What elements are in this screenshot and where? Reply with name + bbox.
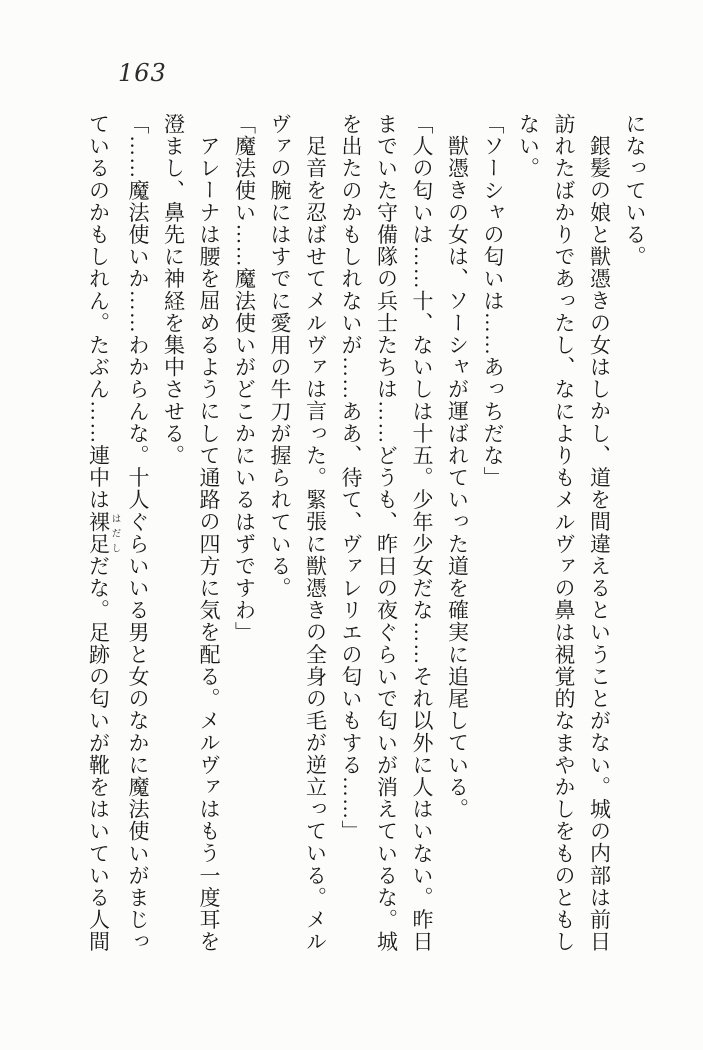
page-number: 163 <box>118 59 167 87</box>
text-column: になっている。 <box>623 113 647 268</box>
text-column: ているのかもしれん。たぶん……連中は裸足 はだしだな。足跡の匂いが靴をはいている人間 <box>86 113 120 953</box>
text-column: 「……魔法使いか……わからんな。十人ぐらいいる男と女のなかに魔法使いがまじっ <box>126 113 150 953</box>
text-column: 「ソーシャの匂いは……あっちだな」 <box>481 113 505 489</box>
text-column: ない。 <box>516 113 541 180</box>
text-column: 澄まし、鼻先に神経を集中させる。 <box>161 113 186 467</box>
text-column: ヴァの腕にはすでに愛用の牛刀が握られている。 <box>268 113 292 600</box>
vertical-text-block <box>80 113 652 961</box>
text-column: 訪れたばかりであったし、なによりもメルヴァの鼻は視覚的なまやかしをものともし <box>552 113 576 953</box>
text-column: 足音を忍ばせてメルヴァは言った。緊張に獣憑きの全身の毛が逆立っている。メル <box>303 135 328 953</box>
furigana-ruby: 裸足 はだし <box>86 510 120 556</box>
text-column: 銀髪の娘と獣憑きの女はしかし、道を間違えるということがない。城の内部は前日 <box>587 135 612 953</box>
text-column: を出たのかもしれないが……ああ、待て、ヴァレリエの匂いもする……」 <box>339 113 363 843</box>
text-column: 「魔法使い……魔法使いがどこかにいるはずですわ」 <box>232 113 257 644</box>
text-column: 獣憑きの女は、ソーシャが運ばれていった道を確実に追尾している。 <box>445 135 470 821</box>
text-column: 「人の匂いは……十、ないしは十五。少年少女だな……それ以外に人はいない。昨日 <box>410 113 434 953</box>
text-column: アレーナは腰を屈めるようにして通路の四方に気を配る。メルヴァはもう一度耳を <box>197 135 221 953</box>
text-column: までいた守備隊の兵士たちは……どうも、昨日の夜ぐらいで匂いが消えているな。城 <box>374 113 399 953</box>
